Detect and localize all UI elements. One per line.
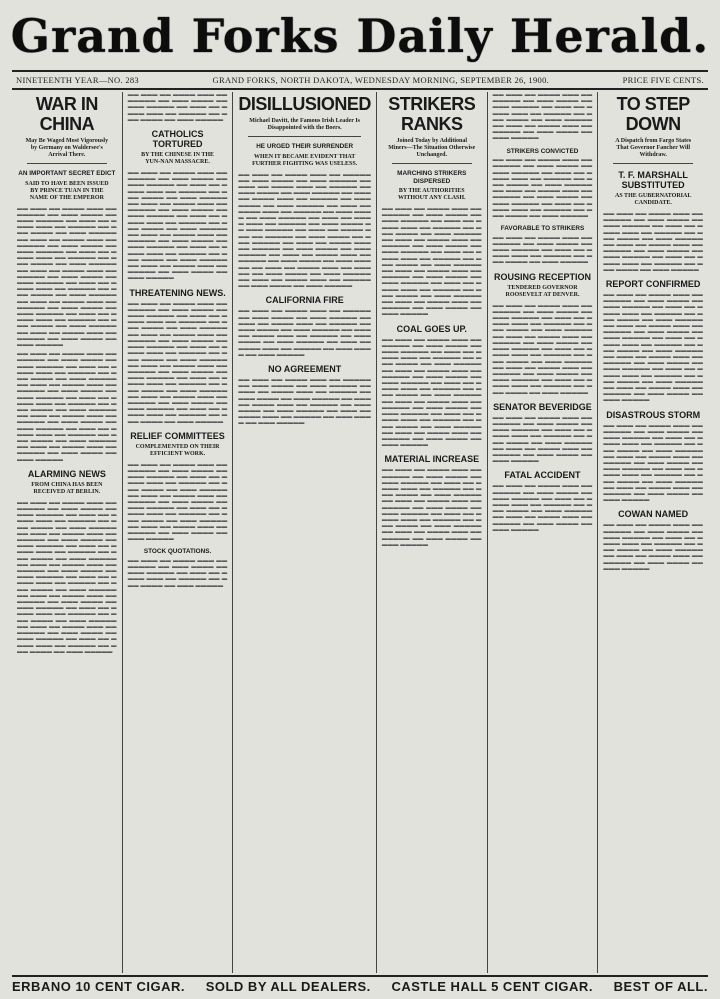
headline-fatal-accident: FATAL ACCIDENT bbox=[504, 470, 581, 481]
body-text: ▬▬ ▬▬▬ ▬▬ ▬▬▬▬ ▬▬▬ ▬▬ ▬▬▬▬▬ ▬▬ ▬▬▬ ▬▬▬▬ ▬▬ ▬▬▬ ▬▬▬▬▬ ▬▬ ▬▬▬ ▬▬ ▬▬▬▬ ▬▬▬ ▬▬ ▬▬▬▬▬ ▬▬ ▬▬▬ ▬▬▬▬ ▬▬ ▬▬▬ ▬▬▬▬▬ ▬▬ ▬▬▬ ▬▬ ▬▬▬▬ ▬▬▬ ▬▬ ▬▬▬▬▬ ▬▬ ▬▬▬ ▬▬▬▬ ▬▬ ▬▬▬ ▬▬▬▬▬ ▬▬ ▬▬▬ ▬▬ ▬▬▬▬ ▬▬▬ ▬▬ ▬▬▬▬▬ ▬▬ ▬▬▬ ▬▬▬▬ ▬▬ ▬▬▬ ▬▬▬▬▬ ▬▬ ▬▬▬ ▬▬ ▬▬▬▬ ▬▬▬ ▬▬ ▬▬▬▬▬ ▬▬ ▬▬▬ ▬▬▬▬ ▬▬ ▬▬▬ ▬▬▬▬▬ ▬▬ ▬▬▬ ▬▬ ▬▬▬▬ ▬▬▬ ▬▬ ▬▬▬▬▬ ▬▬ ▬▬▬ ▬▬▬▬ ▬▬ ▬▬▬ ▬▬▬▬▬ ▬▬ ▬▬▬ ▬▬ ▬▬▬▬ ▬▬▬ ▬▬ ▬▬▬▬▬ ▬▬ ▬▬▬ ▬▬▬▬ ▬▬ ▬▬▬ ▬▬▬▬▬ ▬▬ ▬▬▬ ▬▬ ▬▬▬▬ ▬▬▬ ▬▬ ▬▬▬▬▬ ▬▬ ▬▬▬ ▬▬▬▬ ▬▬ ▬▬▬ ▬▬▬▬▬ ▬▬ ▬▬▬ ▬▬ ▬▬▬▬ ▬▬▬ ▬▬ ▬▬▬▬▬ ▬▬ ▬▬▬ ▬▬▬▬ ▬▬ ▬▬▬ ▬▬▬▬▬ ▬▬ ▬▬▬ ▬▬ ▬▬▬▬ ▬▬▬ ▬▬ ▬▬▬▬▬ ▬▬ ▬▬▬ ▬▬▬▬ ▬▬ ▬▬▬ ▬▬▬▬▬ bbox=[238, 171, 371, 290]
headline-alarming-news: ALARMING NEWS bbox=[27, 468, 106, 479]
ad-castle-hall: CASTLE HALL 5 CENT CIGAR. bbox=[391, 978, 593, 994]
headline-war-in-china: WAR IN CHINA bbox=[35, 94, 98, 134]
body-text: ▬▬ ▬▬▬ ▬▬ ▬▬▬▬ ▬▬▬ ▬▬ ▬▬▬▬▬ ▬▬ ▬▬▬ ▬▬▬▬ ▬▬ ▬▬▬ ▬▬▬▬▬ ▬▬ ▬▬▬ ▬▬ ▬▬▬▬ ▬▬▬ ▬▬ ▬▬▬▬▬ ▬▬ ▬▬▬ ▬▬▬▬ ▬▬ ▬▬▬ ▬▬▬▬▬ ▬▬ ▬▬▬ ▬▬ ▬▬▬▬ ▬▬▬ ▬▬ ▬▬▬▬▬ ▬▬ ▬▬▬ ▬▬▬▬ ▬▬ ▬▬▬ ▬▬▬▬▬ ▬▬ ▬▬▬ ▬▬ ▬▬▬▬ ▬▬▬ ▬▬ ▬▬▬▬▬ ▬▬ ▬▬▬ ▬▬▬▬ ▬▬ ▬▬▬ ▬▬▬▬▬ ▬▬ ▬▬▬ ▬▬ ▬▬▬▬ ▬▬▬ ▬▬ ▬▬▬▬▬ ▬▬ ▬▬▬ ▬▬▬▬ ▬▬ ▬▬▬ ▬▬▬▬▬ ▬▬ ▬▬▬ ▬▬ ▬▬▬▬ ▬▬▬ ▬▬ ▬▬▬▬▬ ▬▬ ▬▬▬ ▬▬▬▬ ▬▬ ▬▬▬ ▬▬▬▬▬ ▬▬ ▬▬▬ ▬▬ ▬▬▬▬ ▬▬▬ ▬▬ ▬▬▬▬▬ ▬▬ ▬▬▬ ▬▬▬▬ ▬▬ ▬▬▬ ▬▬▬▬▬ bbox=[381, 336, 482, 449]
divider bbox=[248, 136, 361, 137]
sub-deck: WHEN IT BECAME EVIDENT THAT FURTHER FIGHTING WAS USELESS. bbox=[252, 153, 358, 167]
sub-deck: COMPLEMENTED ON THEIR EFFICIENT WORK. bbox=[135, 443, 220, 457]
divider bbox=[613, 163, 693, 164]
body-text: ▬▬ ▬▬▬ ▬▬ ▬▬▬▬ ▬▬▬ ▬▬ ▬▬▬▬▬ ▬▬ ▬▬▬ ▬▬▬▬ ▬▬ ▬▬▬ ▬▬▬▬▬ ▬▬ ▬▬▬ ▬▬ ▬▬▬▬ ▬▬▬ ▬▬ ▬▬▬▬▬ ▬▬ ▬▬▬ ▬▬▬▬ ▬▬ ▬▬▬ ▬▬▬▬▬ ▬▬ ▬▬▬ ▬▬ ▬▬▬▬ ▬▬▬ ▬▬ ▬▬▬▬▬ ▬▬ ▬▬▬ ▬▬▬▬ ▬▬ ▬▬▬ ▬▬▬▬▬ ▬▬ ▬▬▬ ▬▬ ▬▬▬▬ ▬▬▬ ▬▬ ▬▬▬▬▬ ▬▬ ▬▬▬ ▬▬▬▬ ▬▬ ▬▬▬ ▬▬▬▬▬ bbox=[492, 157, 593, 219]
body-text: ▬▬ ▬▬▬ ▬▬ ▬▬▬▬ ▬▬▬ ▬▬ ▬▬▬▬▬ ▬▬ ▬▬▬ ▬▬▬▬ ▬▬ ▬▬▬ ▬▬▬▬▬ ▬▬ ▬▬▬ ▬▬ ▬▬▬▬ ▬▬▬ ▬▬ ▬▬▬▬▬ ▬▬ ▬▬▬ ▬▬▬▬ ▬▬ ▬▬▬ ▬▬▬▬▬ ▬▬ ▬▬▬ ▬▬ ▬▬▬▬ ▬▬▬ ▬▬ ▬▬▬▬▬ ▬▬ ▬▬▬ ▬▬▬▬ ▬▬ ▬▬▬ ▬▬▬▬▬ ▬▬ ▬▬▬ ▬▬ ▬▬▬▬ ▬▬▬ ▬▬ ▬▬▬▬▬ ▬▬ ▬▬▬ ▬▬▬▬ ▬▬ ▬▬▬ ▬▬▬▬▬ ▬▬ ▬▬▬ ▬▬ ▬▬▬▬ ▬▬▬ ▬▬ ▬▬▬▬▬ ▬▬ ▬▬▬ ▬▬▬▬ ▬▬ ▬▬▬ ▬▬▬▬▬ ▬▬ ▬▬▬ ▬▬ ▬▬▬▬ ▬▬▬ ▬▬ ▬▬▬▬▬ ▬▬ ▬▬▬ ▬▬▬▬ ▬▬ ▬▬▬ ▬▬▬▬▬ ▬▬ ▬▬▬ ▬▬ ▬▬▬▬ ▬▬▬ ▬▬ ▬▬▬▬▬ ▬▬ ▬▬▬ ▬▬▬▬ ▬▬ ▬▬▬ ▬▬▬▬▬ bbox=[603, 292, 704, 404]
body-text: ▬▬ ▬▬▬ ▬▬ ▬▬▬▬ ▬▬▬ ▬▬ ▬▬▬▬▬ ▬▬ ▬▬▬ ▬▬▬▬ ▬▬ ▬▬▬ ▬▬▬▬▬ ▬▬ ▬▬▬ ▬▬ ▬▬▬▬ ▬▬▬ ▬▬ ▬▬▬▬▬ ▬▬ ▬▬▬ ▬▬▬▬ ▬▬ ▬▬▬ ▬▬▬▬▬ ▬▬ ▬▬▬ ▬▬ ▬▬▬▬ ▬▬▬ ▬▬ ▬▬▬▬▬ ▬▬ ▬▬▬ ▬▬▬▬ ▬▬ ▬▬▬ ▬▬▬▬▬ bbox=[492, 483, 593, 533]
sub-deck: BY THE AUTHORITIES WITHOUT ANY CLASH. bbox=[398, 188, 466, 201]
subhead-favorable-to-strikers: FAVORABLE TO STRIKERS bbox=[500, 225, 585, 233]
body-text: ▬▬ ▬▬▬ ▬▬ ▬▬▬▬ ▬▬▬ ▬▬ ▬▬▬▬▬ ▬▬ ▬▬▬ ▬▬▬▬ ▬▬ ▬▬▬ ▬▬▬▬▬ ▬▬ ▬▬▬ ▬▬ ▬▬▬▬ ▬▬▬ ▬▬ ▬▬▬▬▬ ▬▬ ▬▬▬ ▬▬▬▬ ▬▬ ▬▬▬ ▬▬▬▬▬ bbox=[127, 557, 228, 589]
headline-disastrous-storm: DISASTROUS STORM bbox=[606, 409, 701, 420]
deck: A Dispatch from Fargo States That Governor Fancher Will Withdraw. bbox=[615, 138, 692, 158]
headline-coal-goes-up: COAL GOES UP. bbox=[396, 323, 467, 334]
headline-to-step-down: TO STEP DOWN bbox=[616, 94, 690, 134]
body-text: ▬▬ ▬▬▬ ▬▬ ▬▬▬▬ ▬▬▬ ▬▬ ▬▬▬▬▬ ▬▬ ▬▬▬ ▬▬▬▬ ▬▬ ▬▬▬ ▬▬▬▬▬ ▬▬ ▬▬▬ ▬▬ ▬▬▬▬ ▬▬▬ ▬▬ ▬▬▬▬▬ ▬▬ ▬▬▬ ▬▬▬▬ ▬▬ ▬▬▬ ▬▬▬▬▬ ▬▬ ▬▬▬ ▬▬ ▬▬▬▬ ▬▬▬ ▬▬ ▬▬▬▬▬ ▬▬ ▬▬▬ ▬▬▬▬ ▬▬ ▬▬▬ ▬▬▬▬▬ ▬▬ ▬▬▬ ▬▬ ▬▬▬▬ ▬▬▬ ▬▬ ▬▬▬▬▬ ▬▬ ▬▬▬ ▬▬▬▬ ▬▬ ▬▬▬ ▬▬▬▬▬ ▬▬ ▬▬▬ ▬▬ ▬▬▬▬ ▬▬▬ ▬▬ ▬▬▬▬▬ ▬▬ ▬▬▬ ▬▬▬▬ ▬▬ ▬▬▬ ▬▬▬▬▬ ▬▬ ▬▬▬ ▬▬ ▬▬▬▬ ▬▬▬ ▬▬ ▬▬▬▬▬ ▬▬ ▬▬▬ ▬▬▬▬ ▬▬ ▬▬▬ ▬▬▬▬▬ ▬▬ ▬▬▬ ▬▬ ▬▬▬▬ ▬▬▬ ▬▬ ▬▬▬▬▬ ▬▬ ▬▬▬ ▬▬▬▬ ▬▬ ▬▬▬ ▬▬▬▬▬ ▬▬ ▬▬▬ ▬▬ ▬▬▬▬ ▬▬▬ ▬▬ ▬▬▬▬▬ ▬▬ ▬▬▬ ▬▬▬▬ ▬▬ ▬▬▬ ▬▬▬▬▬ ▬▬ ▬▬▬ ▬▬ ▬▬▬▬ ▬▬▬ ▬▬ ▬▬▬▬▬ ▬▬ ▬▬▬ ▬▬▬▬ ▬▬ ▬▬▬ ▬▬▬▬▬ bbox=[17, 205, 117, 348]
body-text: ▬▬ ▬▬▬ ▬▬ ▬▬▬▬ ▬▬▬ ▬▬ ▬▬▬▬▬ ▬▬ ▬▬▬ ▬▬▬▬ ▬▬ ▬▬▬ ▬▬▬▬▬ ▬▬ ▬▬▬ ▬▬ ▬▬▬▬ ▬▬▬ ▬▬ ▬▬▬▬▬ ▬▬ ▬▬▬ ▬▬▬▬ ▬▬ ▬▬▬ ▬▬▬▬▬ bbox=[127, 92, 228, 123]
subhead: AN IMPORTANT SECRET EDICT bbox=[18, 170, 116, 177]
subhead-stock-quotations: STOCK QUOTATIONS. bbox=[143, 548, 212, 556]
volume-number: NINETEENTH YEAR—NO. 283 bbox=[16, 75, 139, 85]
deck: Michael Davitt, the Famous Irish Leader Is Disappointed with the Boers. bbox=[249, 118, 361, 131]
ad-best-of-all: BEST OF ALL. bbox=[613, 978, 708, 994]
body-text: ▬▬ ▬▬▬ ▬▬ ▬▬▬▬ ▬▬▬ ▬▬ ▬▬▬▬▬ ▬▬ ▬▬▬ ▬▬▬▬ ▬▬ ▬▬▬ ▬▬▬▬▬ ▬▬ ▬▬▬ ▬▬ ▬▬▬▬ ▬▬▬ ▬▬ ▬▬▬▬▬ ▬▬ ▬▬▬ ▬▬▬▬ ▬▬ ▬▬▬ ▬▬▬▬▬ ▬▬ ▬▬▬ ▬▬ ▬▬▬▬ ▬▬▬ ▬▬ ▬▬▬▬▬ ▬▬ ▬▬▬ ▬▬▬▬ ▬▬ ▬▬▬ ▬▬▬▬▬ ▬▬ ▬▬▬ ▬▬ ▬▬▬▬ ▬▬▬ ▬▬ ▬▬▬▬▬ ▬▬ ▬▬▬ ▬▬▬▬ ▬▬ ▬▬▬ ▬▬▬▬▬ bbox=[603, 211, 704, 273]
ad-sold-by-dealers: SOLD BY ALL DEALERS. bbox=[205, 978, 371, 994]
subhead-catholics-tortured: CATHOLICS TORTURED bbox=[151, 129, 204, 150]
sub-deck: SAID TO HAVE BEEN ISSUED BY PRINCE TUAN IN THE NAME OF THE EMPEROR bbox=[25, 180, 109, 201]
sub-deck: BY THE CHINESE IN THE YUN-NAN MASSACRE. bbox=[141, 152, 215, 166]
column-2 bbox=[123, 92, 234, 973]
headline-no-agreement: NO AGREEMENT bbox=[268, 363, 342, 374]
column-1 bbox=[12, 92, 123, 973]
column-6 bbox=[598, 92, 708, 973]
body-text: ▬▬ ▬▬▬ ▬▬ ▬▬▬▬ ▬▬▬ ▬▬ ▬▬▬▬▬ ▬▬ ▬▬▬ ▬▬▬▬ ▬▬ ▬▬▬ ▬▬▬▬▬ ▬▬ ▬▬▬ ▬▬ ▬▬▬▬ ▬▬▬ ▬▬ ▬▬▬▬▬ ▬▬ ▬▬▬ ▬▬▬▬ ▬▬ ▬▬▬ ▬▬▬▬▬ ▬▬ ▬▬▬ ▬▬ ▬▬▬▬ ▬▬▬ ▬▬ ▬▬▬▬▬ ▬▬ ▬▬▬ ▬▬▬▬ ▬▬ ▬▬▬ ▬▬▬▬▬ ▬▬ ▬▬▬ ▬▬ ▬▬▬▬ ▬▬▬ ▬▬ ▬▬▬▬▬ ▬▬ ▬▬▬ ▬▬▬▬ ▬▬ ▬▬▬ ▬▬▬▬▬ ▬▬ ▬▬▬ ▬▬ ▬▬▬▬ ▬▬▬ ▬▬ ▬▬▬▬▬ ▬▬ ▬▬▬ ▬▬▬▬ ▬▬ ▬▬▬ ▬▬▬▬▬ bbox=[603, 422, 704, 504]
subhead-marshall-substituted: T. F. MARSHALL SUBSTITUTED bbox=[618, 170, 688, 190]
headline-senator-beveridge: SENATOR BEVERIDGE bbox=[493, 401, 592, 412]
headline-california-fire: CALIFORNIA FIRE bbox=[265, 295, 344, 306]
body-text: ▬▬ ▬▬▬ ▬▬ ▬▬▬▬ ▬▬▬ ▬▬ ▬▬▬▬▬ ▬▬ ▬▬▬ ▬▬▬▬ ▬▬ ▬▬▬ ▬▬▬▬▬ ▬▬ ▬▬▬ ▬▬ ▬▬▬▬ ▬▬▬ ▬▬ ▬▬▬▬▬ ▬▬ ▬▬▬ ▬▬▬▬ ▬▬ ▬▬▬ ▬▬▬▬▬ ▬▬ ▬▬▬ ▬▬ ▬▬▬▬ ▬▬▬ ▬▬ ▬▬▬▬▬ ▬▬ ▬▬▬ ▬▬▬▬ ▬▬ ▬▬▬ ▬▬▬▬▬ bbox=[603, 522, 704, 572]
headline-strikers-ranks: STRIKERS RANKS bbox=[388, 94, 476, 134]
subhead-relief-committees: RELIEF COMMITTEES bbox=[130, 430, 225, 441]
newspaper-title: Grand Forks Daily Herald. bbox=[10, 9, 710, 63]
body-text: ▬▬ ▬▬▬ ▬▬ ▬▬▬▬ ▬▬▬ ▬▬ ▬▬▬▬▬ ▬▬ ▬▬▬ ▬▬▬▬ ▬▬ ▬▬▬ ▬▬▬▬▬ ▬▬ ▬▬▬ ▬▬ ▬▬▬▬ ▬▬▬ ▬▬ ▬▬▬▬▬ ▬▬ ▬▬▬ ▬▬▬▬ ▬▬ ▬▬▬ ▬▬▬▬▬ ▬▬ ▬▬▬ ▬▬ ▬▬▬▬ ▬▬▬ ▬▬ ▬▬▬▬▬ ▬▬ ▬▬▬ ▬▬▬▬ ▬▬ ▬▬▬ ▬▬▬▬▬ ▬▬ ▬▬▬ ▬▬ ▬▬▬▬ ▬▬▬ ▬▬ ▬▬▬▬▬ ▬▬ ▬▬▬ ▬▬▬▬ ▬▬ ▬▬▬ ▬▬▬▬▬ ▬▬ ▬▬▬ ▬▬ ▬▬▬▬ ▬▬▬ ▬▬ ▬▬▬▬▬ ▬▬ ▬▬▬ ▬▬▬▬ ▬▬ ▬▬▬ ▬▬▬▬▬ bbox=[127, 461, 228, 543]
body-text: ▬▬ ▬▬▬ ▬▬ ▬▬▬▬ ▬▬▬ ▬▬ ▬▬▬▬▬ ▬▬ ▬▬▬ ▬▬▬▬ ▬▬ ▬▬▬ ▬▬▬▬▬ ▬▬ ▬▬▬ ▬▬ ▬▬▬▬ ▬▬▬ ▬▬ ▬▬▬▬▬ ▬▬ ▬▬▬ ▬▬▬▬ ▬▬ ▬▬▬ ▬▬▬▬▬ ▬▬ ▬▬▬ ▬▬ ▬▬▬▬ ▬▬▬ ▬▬ ▬▬▬▬▬ ▬▬ ▬▬▬ ▬▬▬▬ ▬▬ ▬▬▬ ▬▬▬▬▬ ▬▬ ▬▬▬ ▬▬ ▬▬▬▬ ▬▬▬ ▬▬ ▬▬▬▬▬ ▬▬ ▬▬▬ ▬▬▬▬ ▬▬ ▬▬▬ ▬▬▬▬▬ ▬▬ ▬▬▬ ▬▬ ▬▬▬▬ ▬▬▬ ▬▬ ▬▬▬▬▬ ▬▬ ▬▬▬ ▬▬▬▬ ▬▬ ▬▬▬ ▬▬▬▬▬ ▬▬ ▬▬▬ ▬▬ ▬▬▬▬ ▬▬▬ ▬▬ ▬▬▬▬▬ ▬▬ ▬▬▬ ▬▬▬▬ ▬▬ ▬▬▬ ▬▬▬▬▬ ▬▬ ▬▬▬ ▬▬ ▬▬▬▬ ▬▬▬ ▬▬ ▬▬▬▬▬ ▬▬ ▬▬▬ ▬▬▬▬ ▬▬ ▬▬▬ ▬▬▬▬▬ bbox=[127, 170, 228, 282]
ad-erbano: ERBANO 10 CENT CIGAR. bbox=[12, 978, 186, 994]
headline-cowan-named: COWAN NAMED bbox=[618, 509, 689, 520]
headline-rousing-reception: ROUSING RECEPTION bbox=[493, 271, 591, 282]
body-text: ▬▬ ▬▬▬ ▬▬ ▬▬▬▬ ▬▬▬ ▬▬ ▬▬▬▬▬ ▬▬ ▬▬▬ ▬▬▬▬ ▬▬ ▬▬▬ ▬▬▬▬▬ ▬▬ ▬▬▬ ▬▬ ▬▬▬▬ ▬▬▬ ▬▬ ▬▬▬▬▬ ▬▬ ▬▬▬ ▬▬▬▬ ▬▬ ▬▬▬ ▬▬▬▬▬ ▬▬ ▬▬▬ ▬▬ ▬▬▬▬ ▬▬▬ ▬▬ ▬▬▬▬▬ ▬▬ ▬▬▬ ▬▬▬▬ ▬▬ ▬▬▬ ▬▬▬▬▬ ▬▬ ▬▬▬ ▬▬ ▬▬▬▬ ▬▬▬ ▬▬ ▬▬▬▬▬ ▬▬ ▬▬▬ ▬▬▬▬ ▬▬ ▬▬▬ ▬▬▬▬▬ ▬▬ ▬▬▬ ▬▬ ▬▬▬▬ ▬▬▬ ▬▬ ▬▬▬▬▬ ▬▬ ▬▬▬ ▬▬▬▬ ▬▬ ▬▬▬ ▬▬▬▬▬ ▬▬ ▬▬▬ ▬▬ ▬▬▬▬ ▬▬▬ ▬▬ ▬▬▬▬▬ ▬▬ ▬▬▬ ▬▬▬▬ ▬▬ ▬▬▬ ▬▬▬▬▬ ▬▬ ▬▬▬ ▬▬ ▬▬▬▬ ▬▬▬ ▬▬ ▬▬▬▬▬ ▬▬ ▬▬▬ ▬▬▬▬ ▬▬ ▬▬▬ ▬▬▬▬▬ bbox=[381, 206, 482, 318]
subhead: MARCHING STRIKERS DISPERSED bbox=[397, 170, 467, 185]
headline-report-confirmed: REPORT CONFIRMED bbox=[605, 279, 701, 290]
dateline bbox=[12, 70, 708, 90]
sub-deck: AS THE GUBERNATORIAL CANDIDATE. bbox=[615, 193, 692, 206]
body-text: ▬▬ ▬▬▬ ▬▬ ▬▬▬▬ ▬▬▬ ▬▬ ▬▬▬▬▬ ▬▬ ▬▬▬ ▬▬▬▬ ▬▬ ▬▬▬ ▬▬▬▬▬ ▬▬ ▬▬▬ ▬▬ ▬▬▬▬ ▬▬▬ ▬▬ ▬▬▬▬▬ ▬▬ ▬▬▬ ▬▬▬▬ ▬▬ ▬▬▬ ▬▬▬▬▬ ▬▬ ▬▬▬ ▬▬ ▬▬▬▬ ▬▬▬ ▬▬ ▬▬▬▬▬ ▬▬ ▬▬▬ ▬▬▬▬ ▬▬ ▬▬▬ ▬▬▬▬▬ ▬▬ ▬▬▬ ▬▬ ▬▬▬▬ ▬▬▬ ▬▬ ▬▬▬▬▬ ▬▬ ▬▬▬ ▬▬▬▬ ▬▬ ▬▬▬ ▬▬▬▬▬ bbox=[238, 376, 371, 427]
subhead-threatening-news: THREATENING NEWS. bbox=[129, 287, 226, 298]
column-4 bbox=[377, 92, 488, 973]
body-text: ▬▬ ▬▬▬ ▬▬ ▬▬▬▬ ▬▬▬ ▬▬ ▬▬▬▬▬ ▬▬ ▬▬▬ ▬▬▬▬ ▬▬ ▬▬▬ ▬▬▬▬▬ ▬▬ ▬▬▬ ▬▬ ▬▬▬▬ ▬▬▬ ▬▬ ▬▬▬▬▬ ▬▬ ▬▬▬ ▬▬▬▬ ▬▬ ▬▬▬ ▬▬▬▬▬ bbox=[492, 234, 593, 266]
columns bbox=[12, 92, 708, 973]
body-text: ▬▬ ▬▬▬ ▬▬ ▬▬▬▬ ▬▬▬ ▬▬ ▬▬▬▬▬ ▬▬ ▬▬▬ ▬▬▬▬ ▬▬ ▬▬▬ ▬▬▬▬▬ ▬▬ ▬▬▬ ▬▬ ▬▬▬▬ ▬▬▬ ▬▬ ▬▬▬▬▬ ▬▬ ▬▬▬ ▬▬▬▬ ▬▬ ▬▬▬ ▬▬▬▬▬ ▬▬ ▬▬▬ ▬▬ ▬▬▬▬ ▬▬▬ ▬▬ ▬▬▬▬▬ ▬▬ ▬▬▬ ▬▬▬▬ ▬▬ ▬▬▬ ▬▬▬▬▬ ▬▬ ▬▬▬ ▬▬ ▬▬▬▬ ▬▬▬ ▬▬ ▬▬▬▬▬ ▬▬ ▬▬▬ ▬▬▬▬ ▬▬ ▬▬▬ ▬▬▬▬▬ ▬▬ ▬▬▬ ▬▬ ▬▬▬▬ ▬▬▬ ▬▬ ▬▬▬▬▬ ▬▬ ▬▬▬ ▬▬▬▬ ▬▬ ▬▬▬ ▬▬▬▬▬ ▬▬ ▬▬▬ ▬▬ ▬▬▬▬ ▬▬▬ ▬▬ ▬▬▬▬▬ ▬▬ ▬▬▬ ▬▬▬▬ ▬▬ ▬▬▬ ▬▬▬▬▬ bbox=[492, 302, 593, 396]
masthead bbox=[0, 0, 720, 66]
deck: Joined Today by Additional Miners—The Situation Otherwise Unchanged. bbox=[388, 138, 476, 158]
sub-deck: FROM CHINA HAS BEEN RECEIVED AT BERLIN. bbox=[31, 481, 103, 495]
subhead: HE URGED THEIR SURRENDER bbox=[256, 143, 354, 150]
divider bbox=[27, 163, 107, 164]
body-text: ▬▬ ▬▬▬ ▬▬ ▬▬▬▬ ▬▬▬ ▬▬ ▬▬▬▬▬ ▬▬ ▬▬▬ ▬▬▬▬ ▬▬ ▬▬▬ ▬▬▬▬▬ ▬▬ ▬▬▬ ▬▬ ▬▬▬▬ ▬▬▬ ▬▬ ▬▬▬▬▬ ▬▬ ▬▬▬ ▬▬▬▬ ▬▬ ▬▬▬ ▬▬▬▬▬ ▬▬ ▬▬▬ ▬▬ ▬▬▬▬ ▬▬▬ ▬▬ ▬▬▬▬▬ ▬▬ ▬▬▬ ▬▬▬▬ ▬▬ ▬▬▬ ▬▬▬▬▬ bbox=[492, 92, 593, 142]
divider bbox=[392, 163, 472, 164]
place-date: GRAND FORKS, NORTH DAKOTA, WEDNESDAY MORNING, SEPTEMBER 26, 1900. bbox=[212, 75, 550, 85]
column-5 bbox=[488, 92, 599, 973]
headline-material-increase: MATERIAL INCREASE bbox=[384, 454, 480, 465]
body-text: ▬▬ ▬▬▬ ▬▬ ▬▬▬▬ ▬▬▬ ▬▬ ▬▬▬▬▬ ▬▬ ▬▬▬ ▬▬▬▬ ▬▬ ▬▬▬ ▬▬▬▬▬ ▬▬ ▬▬▬ ▬▬ ▬▬▬▬ ▬▬▬ ▬▬ ▬▬▬▬▬ ▬▬ ▬▬▬ ▬▬▬▬ ▬▬ ▬▬▬ ▬▬▬▬▬ ▬▬ ▬▬▬ ▬▬ ▬▬▬▬ ▬▬▬ ▬▬ ▬▬▬▬▬ ▬▬ ▬▬▬ ▬▬▬▬ ▬▬ ▬▬▬ ▬▬▬▬▬ bbox=[492, 414, 593, 465]
footer-ad-strip bbox=[12, 975, 708, 995]
headline-disillusioned: DISILLUSIONED bbox=[238, 94, 371, 114]
body-text: ▬▬ ▬▬▬ ▬▬ ▬▬▬▬ ▬▬▬ ▬▬ ▬▬▬▬▬ ▬▬ ▬▬▬ ▬▬▬▬ ▬▬ ▬▬▬ ▬▬▬▬▬ ▬▬ ▬▬▬ ▬▬ ▬▬▬▬ ▬▬▬ ▬▬ ▬▬▬▬▬ ▬▬ ▬▬▬ ▬▬▬▬ ▬▬ ▬▬▬ ▬▬▬▬▬ ▬▬ ▬▬▬ ▬▬ ▬▬▬▬ ▬▬▬ ▬▬ ▬▬▬▬▬ ▬▬ ▬▬▬ ▬▬▬▬ ▬▬ ▬▬▬ ▬▬▬▬▬ ▬▬ ▬▬▬ ▬▬ ▬▬▬▬ ▬▬▬ ▬▬ ▬▬▬▬▬ ▬▬ ▬▬▬ ▬▬▬▬ ▬▬ ▬▬▬ ▬▬▬▬▬ ▬▬ ▬▬▬ ▬▬ ▬▬▬▬ ▬▬▬ ▬▬ ▬▬▬▬▬ ▬▬ ▬▬▬ ▬▬▬▬ ▬▬ ▬▬▬ ▬▬▬▬▬ bbox=[381, 467, 482, 548]
subhead-strikers-convicted: STRIKERS CONVICTED bbox=[506, 147, 579, 155]
body-text: ▬▬ ▬▬▬ ▬▬ ▬▬▬▬ ▬▬▬ ▬▬ ▬▬▬▬▬ ▬▬ ▬▬▬ ▬▬▬▬ ▬▬ ▬▬▬ ▬▬▬▬▬ ▬▬ ▬▬▬ ▬▬ ▬▬▬▬ ▬▬▬ ▬▬ ▬▬▬▬▬ ▬▬ ▬▬▬ ▬▬▬▬ ▬▬ ▬▬▬ ▬▬▬▬▬ ▬▬ ▬▬▬ ▬▬ ▬▬▬▬ ▬▬▬ ▬▬ ▬▬▬▬▬ ▬▬ ▬▬▬ ▬▬▬▬ ▬▬ ▬▬▬ ▬▬▬▬▬ ▬▬ ▬▬▬ ▬▬ ▬▬▬▬ ▬▬▬ ▬▬ ▬▬▬▬▬ ▬▬ ▬▬▬ ▬▬▬▬ ▬▬ ▬▬▬ ▬▬▬▬▬ ▬▬ ▬▬▬ ▬▬ ▬▬▬▬ ▬▬▬ ▬▬ ▬▬▬▬▬ ▬▬ ▬▬▬ ▬▬▬▬ ▬▬ ▬▬▬ ▬▬▬▬▬ ▬▬ ▬▬▬ ▬▬ ▬▬▬▬ ▬▬▬ ▬▬ ▬▬▬▬▬ ▬▬ ▬▬▬ ▬▬▬▬ ▬▬ ▬▬▬ ▬▬▬▬▬ ▬▬ ▬▬▬ ▬▬ ▬▬▬▬ ▬▬▬ ▬▬ ▬▬▬▬▬ ▬▬ ▬▬▬ ▬▬▬▬ ▬▬ ▬▬▬ ▬▬▬▬▬ ▬▬ ▬▬▬ ▬▬ ▬▬▬▬ ▬▬▬ ▬▬ ▬▬▬▬▬ ▬▬ ▬▬▬ ▬▬▬▬ ▬▬ ▬▬▬ ▬▬▬▬▬ ▬▬ ▬▬▬ ▬▬ ▬▬▬▬ ▬▬▬ ▬▬ ▬▬▬▬▬ ▬▬ ▬▬▬ ▬▬▬▬ ▬▬ ▬▬▬ ▬▬▬▬▬ ▬▬ ▬▬▬ ▬▬ ▬▬▬▬ ▬▬▬ ▬▬ ▬▬▬▬▬ ▬▬ ▬▬▬ ▬▬▬▬ ▬▬ ▬▬▬ ▬▬▬▬▬ bbox=[17, 499, 117, 655]
deck: May Be Waged Most Vigorously by Germany on Waldersee's Arrival There. bbox=[25, 138, 109, 158]
body-text: ▬▬ ▬▬▬ ▬▬ ▬▬▬▬ ▬▬▬ ▬▬ ▬▬▬▬▬ ▬▬ ▬▬▬ ▬▬▬▬ ▬▬ ▬▬▬ ▬▬▬▬▬ ▬▬ ▬▬▬ ▬▬ ▬▬▬▬ ▬▬▬ ▬▬ ▬▬▬▬▬ ▬▬ ▬▬▬ ▬▬▬▬ ▬▬ ▬▬▬ ▬▬▬▬▬ ▬▬ ▬▬▬ ▬▬ ▬▬▬▬ ▬▬▬ ▬▬ ▬▬▬▬▬ ▬▬ ▬▬▬ ▬▬▬▬ ▬▬ ▬▬▬ ▬▬▬▬▬ ▬▬ ▬▬▬ ▬▬ ▬▬▬▬ ▬▬▬ ▬▬ ▬▬▬▬▬ ▬▬ ▬▬▬ ▬▬▬▬ ▬▬ ▬▬▬ ▬▬▬▬▬ ▬▬ ▬▬▬ ▬▬ ▬▬▬▬ ▬▬▬ ▬▬ ▬▬▬▬▬ ▬▬ ▬▬▬ ▬▬▬▬ ▬▬ ▬▬▬ ▬▬▬▬▬ ▬▬ ▬▬▬ ▬▬ ▬▬▬▬ ▬▬▬ ▬▬ ▬▬▬▬▬ ▬▬ ▬▬▬ ▬▬▬▬ ▬▬ ▬▬▬ ▬▬▬▬▬ ▬▬ ▬▬▬ ▬▬ ▬▬▬▬ ▬▬▬ ▬▬ ▬▬▬▬▬ ▬▬ ▬▬▬ ▬▬▬▬ ▬▬ ▬▬▬ ▬▬▬▬▬ ▬▬ ▬▬▬ ▬▬ ▬▬▬▬ ▬▬▬ ▬▬ ▬▬▬▬▬ ▬▬ ▬▬▬ ▬▬▬▬ ▬▬ ▬▬▬ ▬▬▬▬▬ bbox=[127, 300, 228, 425]
body-text: ▬▬ ▬▬▬ ▬▬ ▬▬▬▬ ▬▬▬ ▬▬ ▬▬▬▬▬ ▬▬ ▬▬▬ ▬▬▬▬ ▬▬ ▬▬▬ ▬▬▬▬▬ ▬▬ ▬▬▬ ▬▬ ▬▬▬▬ ▬▬▬ ▬▬ ▬▬▬▬▬ ▬▬ ▬▬▬ ▬▬▬▬ ▬▬ ▬▬▬ ▬▬▬▬▬ ▬▬ ▬▬▬ ▬▬ ▬▬▬▬ ▬▬▬ ▬▬ ▬▬▬▬▬ ▬▬ ▬▬▬ ▬▬▬▬ ▬▬ ▬▬▬ ▬▬▬▬▬ ▬▬ ▬▬▬ ▬▬ ▬▬▬▬ ▬▬▬ ▬▬ ▬▬▬▬▬ ▬▬ ▬▬▬ ▬▬▬▬ ▬▬ ▬▬▬ ▬▬▬▬▬ bbox=[238, 308, 371, 358]
column-3 bbox=[233, 92, 377, 973]
body-text: ▬▬ ▬▬▬ ▬▬ ▬▬▬▬ ▬▬▬ ▬▬ ▬▬▬▬▬ ▬▬ ▬▬▬ ▬▬▬▬ ▬▬ ▬▬▬ ▬▬▬▬▬ ▬▬ ▬▬▬ ▬▬ ▬▬▬▬ ▬▬▬ ▬▬ ▬▬▬▬▬ ▬▬ ▬▬▬ ▬▬▬▬ ▬▬ ▬▬▬ ▬▬▬▬▬ ▬▬ ▬▬▬ ▬▬ ▬▬▬▬ ▬▬▬ ▬▬ ▬▬▬▬▬ ▬▬ ▬▬▬ ▬▬▬▬ ▬▬ ▬▬▬ ▬▬▬▬▬ ▬▬ ▬▬▬ ▬▬ ▬▬▬▬ ▬▬▬ ▬▬ ▬▬▬▬▬ ▬▬ ▬▬▬ ▬▬▬▬ ▬▬ ▬▬▬ ▬▬▬▬▬ ▬▬ ▬▬▬ ▬▬ ▬▬▬▬ ▬▬▬ ▬▬ ▬▬▬▬▬ ▬▬ ▬▬▬ ▬▬▬▬ ▬▬ ▬▬▬ ▬▬▬▬▬ ▬▬ ▬▬▬ ▬▬ ▬▬▬▬ ▬▬▬ ▬▬ ▬▬▬▬▬ ▬▬ ▬▬▬ ▬▬▬▬ ▬▬ ▬▬▬ ▬▬▬▬▬ ▬▬ ▬▬▬ ▬▬ ▬▬▬▬ ▬▬▬ ▬▬ ▬▬▬▬▬ ▬▬ ▬▬▬ ▬▬▬▬ ▬▬ ▬▬▬ ▬▬▬▬▬ bbox=[17, 351, 117, 463]
price: PRICE FIVE CENTS. bbox=[622, 75, 704, 85]
sub-deck: TENDERED GOVERNOR ROOSEVELT AT DENVER. bbox=[505, 284, 580, 298]
